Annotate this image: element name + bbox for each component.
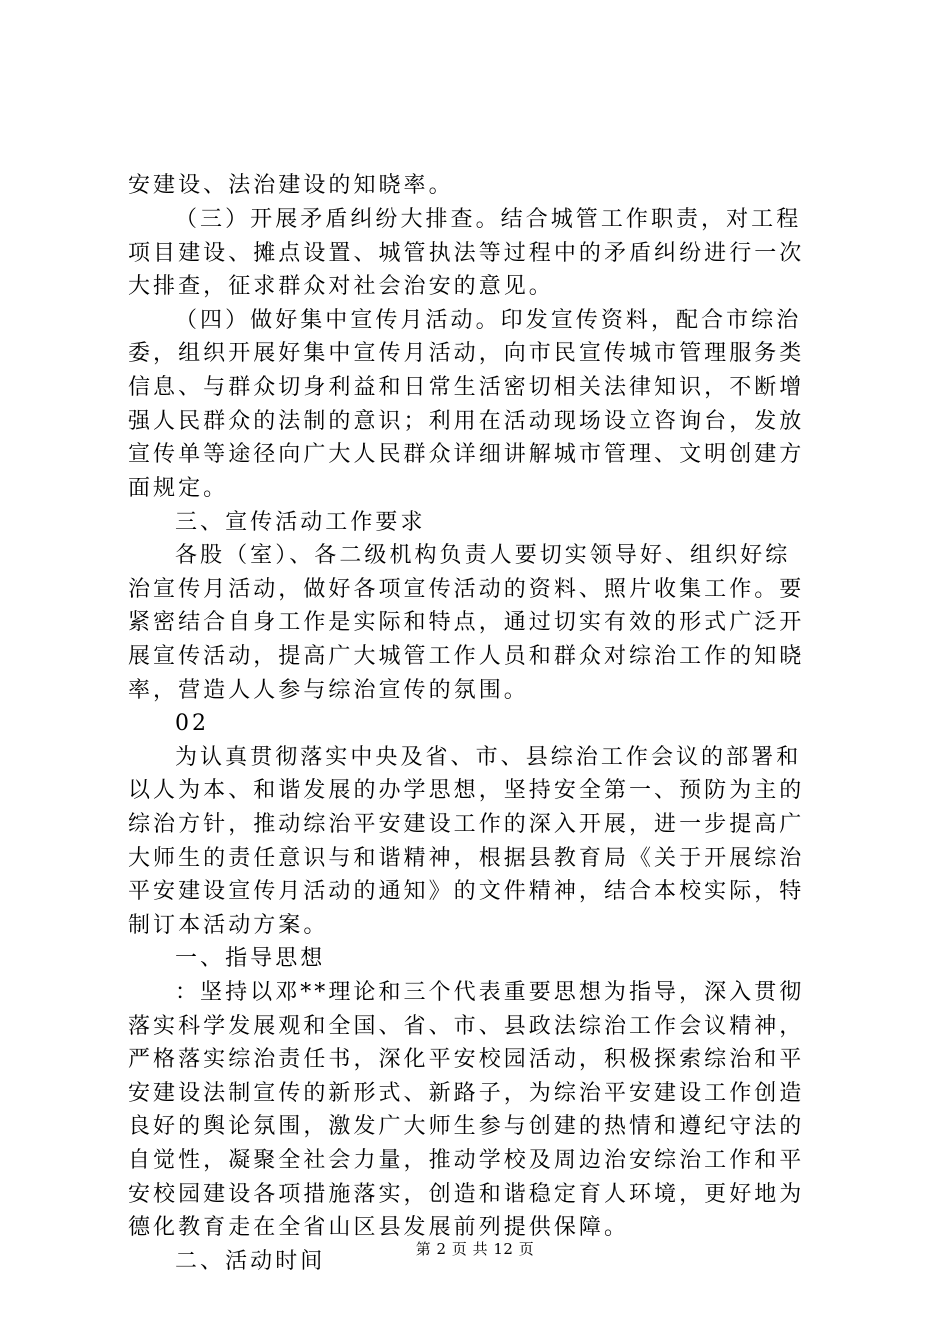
text-line: 良好的舆论氛围，激发广大师生参与创建的热情和遵纪守法的	[128, 1114, 805, 1139]
section-number: 02	[175, 711, 210, 736]
text-line: 制订本活动方案。	[128, 913, 329, 938]
text-line: 强人民群众的法制的意识；利用在活动现场设立咨询台，发放	[128, 409, 805, 434]
text-line: 紧密结合自身工作是实际和特点，通过切实有效的形式广泛开	[128, 610, 805, 635]
section-heading: 二、活动时间	[175, 1249, 326, 1274]
section-heading: 三、宣传活动工作要求	[175, 510, 426, 535]
text-line: 以人为本、和谐发展的办学思想，坚持安全第一、预防为主的	[128, 778, 805, 803]
text-line: 综治方针，推动综治平安建设工作的深入开展，进一步提高广	[128, 812, 805, 837]
text-line: 各股（室）、各二级机构负责人要切实领导好、组织好综	[175, 543, 791, 568]
text-line: 德化教育走在全省山区县发展前列提供保障。	[128, 1215, 630, 1240]
text-line: （三）开展矛盾纠纷大排查。结合城管工作职责，对工程	[175, 207, 802, 232]
text-line: 安建设、法治建设的知晓率。	[128, 173, 454, 198]
text-line: 信息、与群众切身利益和日常生活密切相关法律知识，不断增	[128, 375, 805, 400]
text-line: 为认真贯彻落实中央及省、市、县综治工作会议的部署和	[175, 745, 802, 770]
text-line: ：坚持以邓**理论和三个代表重要思想为指导，深入贯彻	[175, 980, 805, 1005]
text-line: 落实科学发展观和全国、省、市、县政法综治工作会议精神，	[128, 1014, 805, 1039]
text-line: 展宣传活动，提高广大城管工作人员和群众对综治工作的知晓	[128, 644, 805, 669]
section-heading: 一、指导思想	[175, 946, 326, 971]
text-line: 大师生的责任意识与和谐精神，根据县教育局《关于开展综治	[128, 846, 805, 871]
text-line: （四）做好集中宣传月活动。印发宣传资料，配合市综治	[175, 308, 802, 333]
text-line: 严格落实综治责任书，深化平安校园活动，积极探索综治和平	[128, 1047, 805, 1072]
text-line: 自觉性，凝聚全社会力量，推动学校及周边治安综治工作和平	[128, 1148, 805, 1173]
text-line: 宣传单等途径向广大人民群众详细讲解城市管理、文明创建方	[128, 442, 805, 467]
text-line: 安建设法制宣传的新形式、新路子，为综治平安建设工作创造	[128, 1081, 805, 1106]
text-line: 项目建设、摊点设置、城管执法等过程中的矛盾纠纷进行一次	[128, 241, 805, 266]
text-line: 治宣传月活动，做好各项宣传活动的资料、照片收集工作。要	[128, 577, 805, 602]
page-number-footer: 第 2 页 共 12 页	[415, 1240, 535, 1258]
text-line: 大排查，征求群众对社会治安的意见。	[128, 274, 554, 299]
text-line: 率，营造人人参与综治宣传的氛围。	[128, 678, 529, 703]
text-line: 面规定。	[128, 476, 229, 501]
text-line: 委，组织开展好集中宣传月活动，向市民宣传城市管理服务类	[128, 341, 805, 366]
text-line: 安校园建设各项措施落实，创造和谐稳定育人环境，更好地为	[128, 1182, 805, 1207]
text-line: 平安建设宣传月活动的通知》的文件精神，结合本校实际，特	[128, 879, 805, 904]
